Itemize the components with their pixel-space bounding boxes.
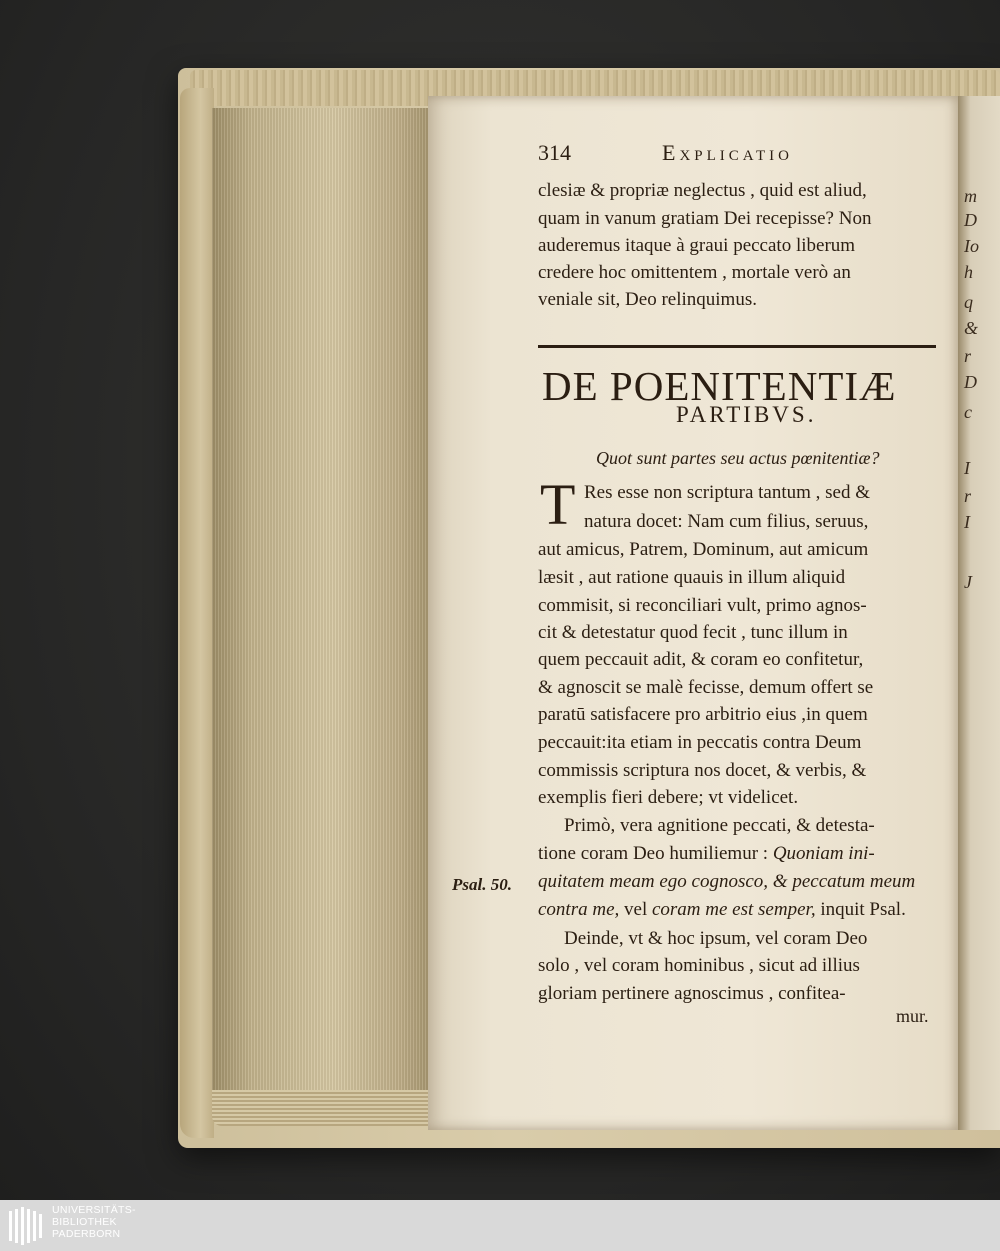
library-logo-icon xyxy=(6,1205,44,1247)
text-line: solo , vel coram hominibus , sicut ad illius xyxy=(538,955,860,976)
next-page-glyph: c xyxy=(964,402,972,422)
library-name-line: PADERBORN xyxy=(52,1228,121,1240)
next-page-glyph: Io xyxy=(964,236,979,256)
library-name-line: BIBLIOTHEK xyxy=(52,1216,117,1228)
scripture-quote: contra me, xyxy=(538,899,620,920)
text-line: veniale sit, Deo relinquimus. xyxy=(538,289,757,310)
scripture-quote: coram me est semper, xyxy=(651,899,816,920)
section-rule xyxy=(538,345,936,348)
text-line: quam in vanum gratiam Dei recepisse? Non xyxy=(538,208,872,229)
text-line: cit & detestatur quod fecit , tunc illum in xyxy=(538,622,848,643)
running-title: Explicatio xyxy=(662,140,793,165)
text-line: aut amicus, Patrem, Dominum, aut amicum xyxy=(538,539,869,560)
text-line: gloriam pertinere agnoscimus , confitea- xyxy=(538,983,846,1004)
next-page-glyph: D xyxy=(964,210,977,230)
text-line: paratū satisfacere pro arbitrio eius ,in quem xyxy=(538,704,868,725)
next-page-glyph: & xyxy=(964,318,979,338)
text-line: Res esse non scriptura tantum , sed & xyxy=(584,482,871,503)
page-number: 314 xyxy=(538,140,571,165)
drop-capital: T xyxy=(540,472,576,537)
book-spine-edge xyxy=(180,88,214,1138)
text-line xyxy=(538,843,940,865)
scripture-quote: Quoniam ini- xyxy=(772,843,875,864)
section-heading: DE POENITENTIÆ xyxy=(542,363,897,409)
question-line: Quot sunt partes seu actus pœnitentiæ? xyxy=(596,448,880,468)
margin-note: Psal. 50. xyxy=(452,875,512,894)
next-page-glyph: q xyxy=(964,292,973,312)
text-span: vel xyxy=(619,899,652,920)
next-page-glyph: h xyxy=(964,262,973,282)
text-span: inquit Psal. xyxy=(815,899,906,920)
text-line: clesiæ & propriæ neglectus , quid est aliud, xyxy=(538,180,867,201)
library-footer-bar xyxy=(0,1200,1000,1251)
text-line: Deinde, vt & hoc ipsum, vel coram Deo xyxy=(564,928,868,949)
library-name-line: UNIVERSITÄTS- xyxy=(52,1204,136,1216)
text-line: auderemus itaque à graui peccato liberum xyxy=(538,235,856,256)
library-name xyxy=(52,1204,136,1240)
page-bottom-edge xyxy=(212,1090,442,1126)
text-line xyxy=(538,899,940,921)
text-line: natura docet: Nam cum filius, seruus, xyxy=(584,511,869,532)
text-line: exemplis fieri debere; vt videlicet. xyxy=(538,787,799,808)
text-line: Primò, vera agnitione peccati, & detesta- xyxy=(564,815,875,836)
next-page-glyph: r xyxy=(964,486,972,506)
text-line: commisit, si reconciliari vult, primo agnos- xyxy=(538,595,867,616)
next-page-glyph: D xyxy=(964,372,977,392)
next-page-fragment xyxy=(958,96,1000,1130)
text-line: commissis scriptura nos docet, & verbis, & xyxy=(538,760,867,781)
next-page-glyph: m xyxy=(964,186,977,206)
catchword: mur. xyxy=(896,1006,929,1026)
scripture-quote: quitatem meam ego cognosco, & peccatum meum xyxy=(538,871,916,892)
running-head xyxy=(538,140,938,174)
text-line: & agnoscit se malè fecisse, demum offert se xyxy=(538,677,874,698)
text-line: peccauit:ita etiam in peccatis contra Deum xyxy=(538,732,862,753)
page-fore-edge xyxy=(212,108,432,1118)
next-page-glyph: I xyxy=(964,512,970,532)
next-page-glyph: r xyxy=(964,346,972,366)
section-subheading: PARTIBVS. xyxy=(676,402,817,427)
text-line: læsit , aut ratione quauis in illum aliquid xyxy=(538,567,846,588)
text-line: credere hoc omittentem , mortale verò an xyxy=(538,262,851,283)
next-page-glyph: I xyxy=(964,458,970,478)
next-page-glyph: J xyxy=(964,572,972,592)
text-line: quem peccauit adit, & coram eo confitetur, xyxy=(538,649,864,670)
text-span: tione coram Deo humiliemur : xyxy=(538,843,773,864)
